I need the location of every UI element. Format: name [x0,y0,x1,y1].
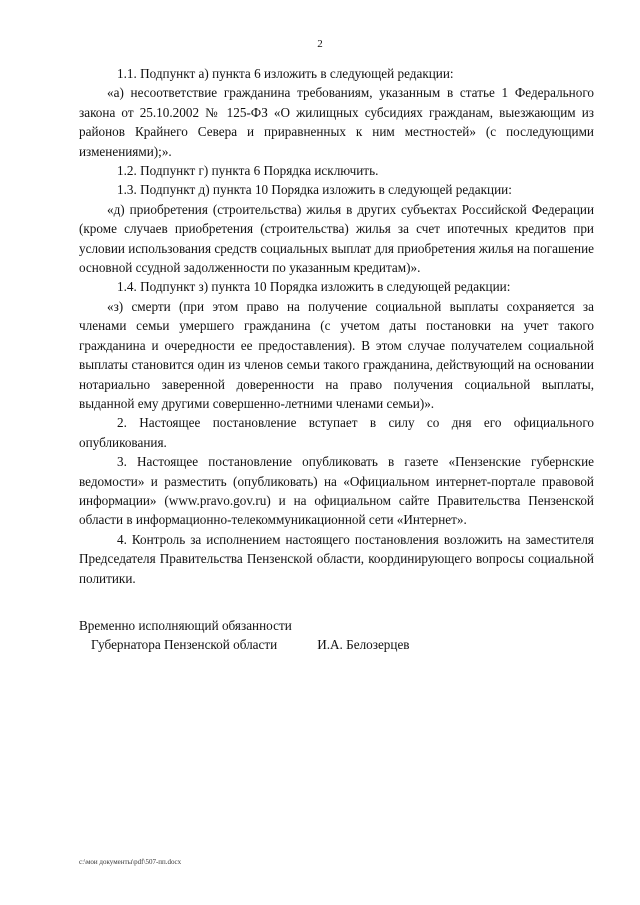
paragraph-1-4: 1.4. Подпункт з) пункта 10 Порядка изложить в следующей редакции: [117,279,511,295]
paragraph-1-1: 1.1. Подпункт а) пункта 6 изложить в следующей редакции: [117,66,454,81]
signatory-position: Губернатора Пензенской области [91,637,278,653]
signature-block [79,616,599,655]
paragraph-3: 3. Настоящее постановление опубликовать в газете «Пензенские губернские ведомости» и разместить (опубликовать) на «Официальном интернет-портале правовой информации» (www.pravo.gov.ru) и на официальном сайте Правительства Пензенской области в информационно-телекоммуникационной сети «Интернет». [79,454,594,528]
paragraph-1-1-text: «а) несоответствие гражданина требованиям, указанным в статье 1 Федерального закона от 25.10.2002 № 125-ФЗ «О жилищных субсидиях гражданам, выезжающим из районов Крайнего Севера и приравненных к ним местностей» (с последующими изменениями);». [79,85,594,159]
document-body [79,64,594,588]
paragraph-4: 4. Контроль за исполнением настоящего постановления возложить на заместителя Председателя Правительства Пензенской области, координирующего вопросы социальной политики. [79,531,594,586]
signatory-title-line2 [79,635,599,654]
paragraph-2: 2. Настоящее постановление вступает в силу со дня его официального опубликования. [79,415,594,450]
signatory-title-line1: Временно исполняющий обязанности [79,618,292,633]
page-number: 2 [317,38,323,50]
paragraph-1-3: 1.3. Подпункт д) пункта 10 Порядка изложить в следующей редакции: [117,182,512,198]
paragraph-1-3-text: «д) приобретения (строительства) жилья в других субъектах Российской Федерации (кроме случаев приобретения (строительства) жилья за счет ипотечных кредитов при условии использования средств социальных выплат для приобретения жилья на погашение основной ссудной задолженности по указанным кредитам)». [79,201,594,276]
signatory-name: И.А. Белозерцев [317,637,410,653]
paragraph-1-4-text: «з) смерти (при этом право на получение социальной выплаты сохраняется за членами семьи умершего гражданина (с учетом даты постановки на учет такого гражданина и очередности ее предоставления). В этом случае получателем социальной выплаты становится один из членов семьи такого гражданина, действующий на основании нотариально заверенной доверенности на право получения социальной выплаты, выданной ему другими совершенно-летними членами семьи)». [79,298,594,411]
footer-file-path: c:\мои документы\pdf\507-пп.docx [79,858,182,866]
paragraph-1-2: 1.2. Подпункт г) пункта 6 Порядка исключить. [117,163,379,179]
